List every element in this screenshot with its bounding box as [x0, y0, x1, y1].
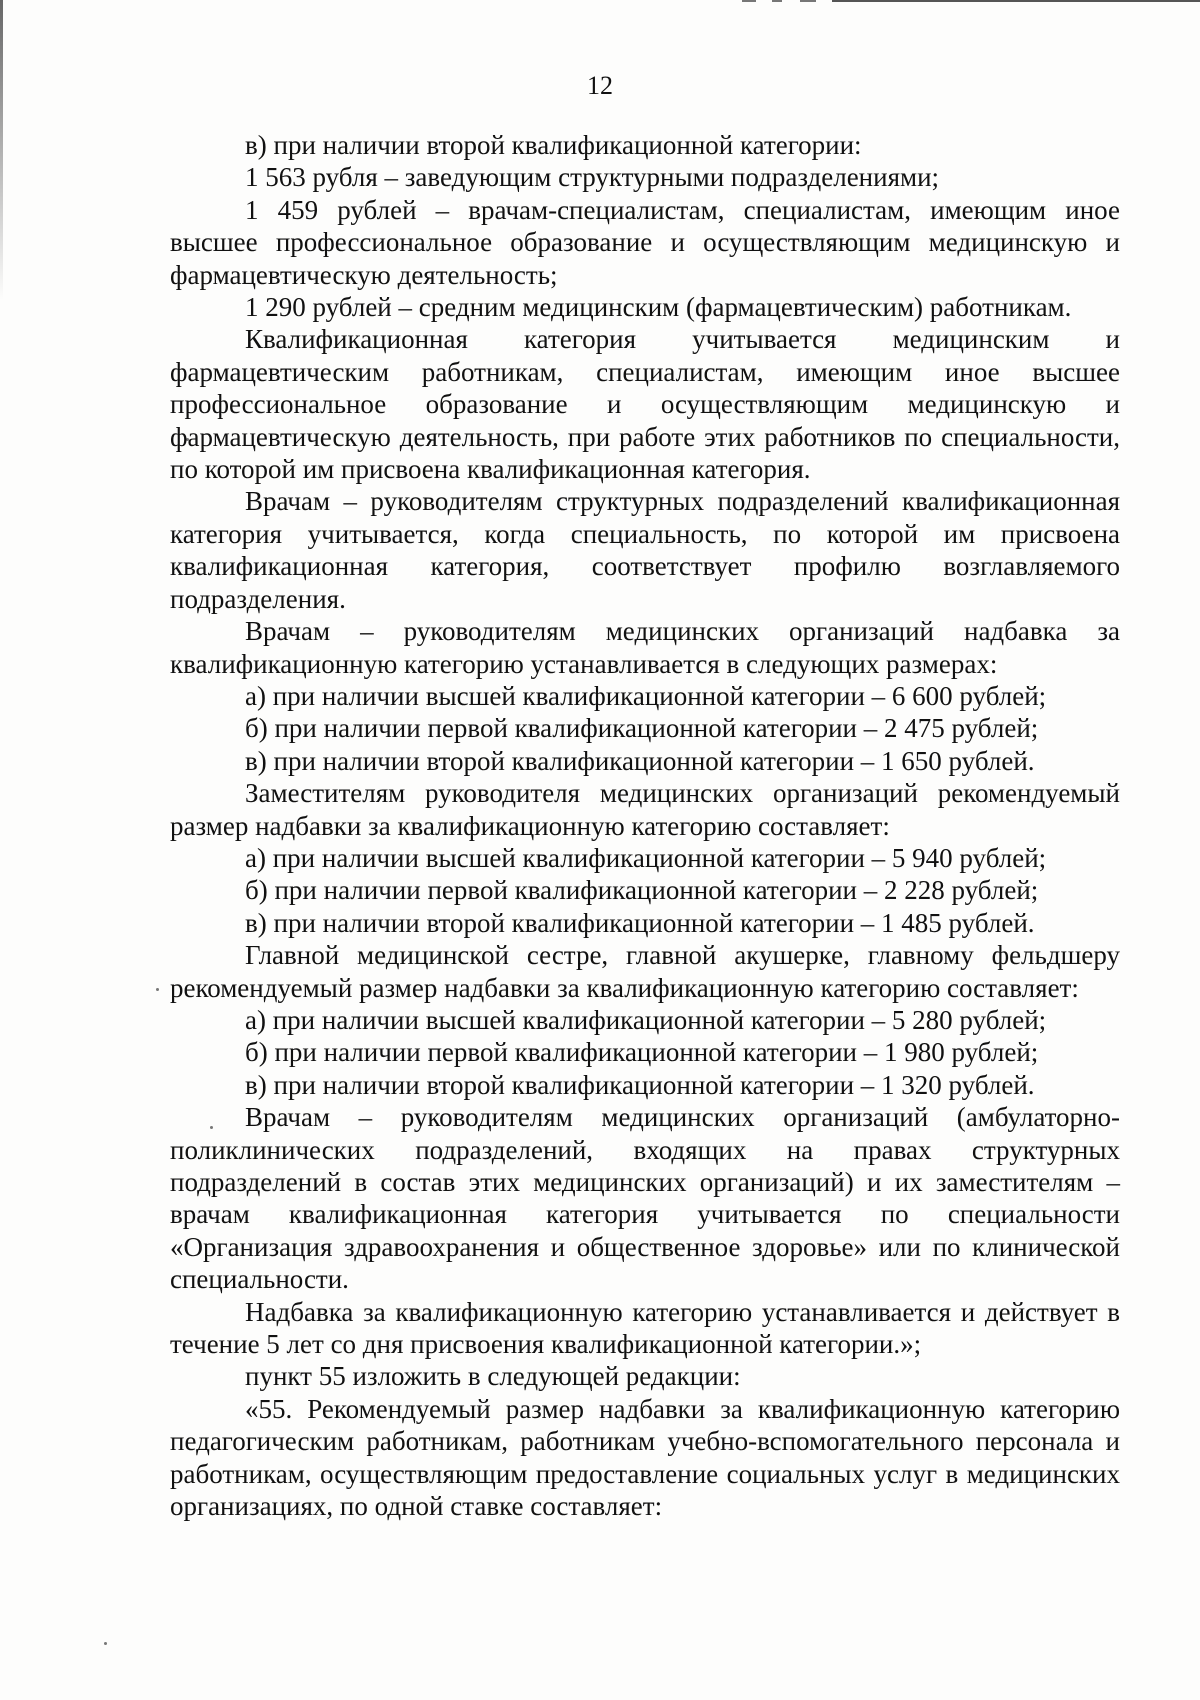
paragraph: 1 563 рубля – заведующим структурными подразделениями;: [245, 162, 940, 193]
list-item: б) при наличии первой квалификационной категории – 2 228 рублей;: [245, 875, 1039, 906]
list-item: б) при наличии первой квалификационной категории – 2 475 рублей;: [245, 713, 1039, 744]
scan-speck: [156, 988, 159, 991]
paragraph: Врачам – руководителям структурных подразделений квалификационная категория учитывается, когда специальность, по которой им присвоена квалификационная категория, соответствует профилю возглавляемого подразделения.: [170, 486, 1120, 614]
scan-mark: [800, 0, 816, 2]
paragraph: в) при наличии второй квалификационной категории:: [245, 130, 862, 160]
paragraph: Квалификационная категория учитывается медицинским и фармацевтическим работникам, специалистам, имеющим иное высшее профессиональное образование и осуществляющим медицинскую и фармацевтическую деятельность, при работе этих работников по специальности, по которой им присвоена квалификационная категория.: [170, 324, 1120, 485]
paragraph: Заместителям руководителя медицинских организаций рекомендуемый размер надбавки за квалификационную категорию составляет:: [170, 778, 1120, 841]
list-item: б) при наличии первой квалификационной категории – 1 980 рублей;: [245, 1037, 1039, 1068]
scan-speck: [104, 1642, 107, 1645]
scan-mark: [772, 0, 782, 2]
paragraph: Главной медицинской сестре, главной акушерке, главному фельдшеру рекомендуемый размер надбавки за квалификационную категорию составляет:: [170, 940, 1120, 1003]
paragraph: пункт 55 изложить в следующей редакции:: [245, 1361, 741, 1392]
list-item: в) при наличии второй квалификационной категории – 1 320 рублей.: [245, 1069, 1035, 1100]
list-item: а) при наличии высшей квалификационной категории – 6 600 рублей;: [245, 680, 1047, 711]
scan-border-line: [832, 0, 1200, 2]
list-item: в) при наличии второй квалификационной категории – 1 485 рублей.: [245, 907, 1035, 938]
scan-mark: [742, 0, 756, 2]
list-item: а) при наличии высшей квалификационной категории – 5 940 рублей;: [245, 842, 1047, 873]
document-body: [170, 129, 1120, 1522]
paragraph: Надбавка за квалификационную категорию устанавливается и действует в течение 5 лет со дня присвоения квалификационной категории.»;: [170, 1296, 1120, 1360]
paragraph: 1 459 рублей – врачам-специалистам, специалистам, имеющим иное высшее профессиональное образование и осуществляющим медицинскую и фармацевтическую деятельность;: [170, 194, 1120, 290]
paragraph: Врачам – руководителям медицинских организаций (амбулаторно-поликлинических подразделений, входящих на правах структурных подразделений в состав этих медицинских организаций) и их заместителям – врачам квалификационная категория учитывается по специальности «Организация здравоохранения и общественное здоровье» или по клинической специальности.: [170, 1102, 1120, 1295]
page-number: 12: [587, 71, 613, 100]
paragraph: Врачам – руководителям медицинских организаций надбавка за квалификационную категорию устанавливается в следующих размерах:: [170, 616, 1120, 679]
scan-edge-shadow: [0, 0, 3, 300]
paragraph: «55. Рекомендуемый размер надбавки за квалификационную категорию педагогическим работникам, работникам учебно-вспомогательного персонала и работникам, осуществляющим предоставление социальных услуг в медицинских организациях, по одной ставке составляет:: [170, 1393, 1120, 1522]
list-item: в) при наличии второй квалификационной категории – 1 650 рублей.: [245, 745, 1035, 776]
paragraph: 1 290 рублей – средним медицинским (фармацевтическим) работникам.: [245, 292, 1072, 323]
list-item: а) при наличии высшей квалификационной категории – 5 280 рублей;: [245, 1004, 1047, 1035]
